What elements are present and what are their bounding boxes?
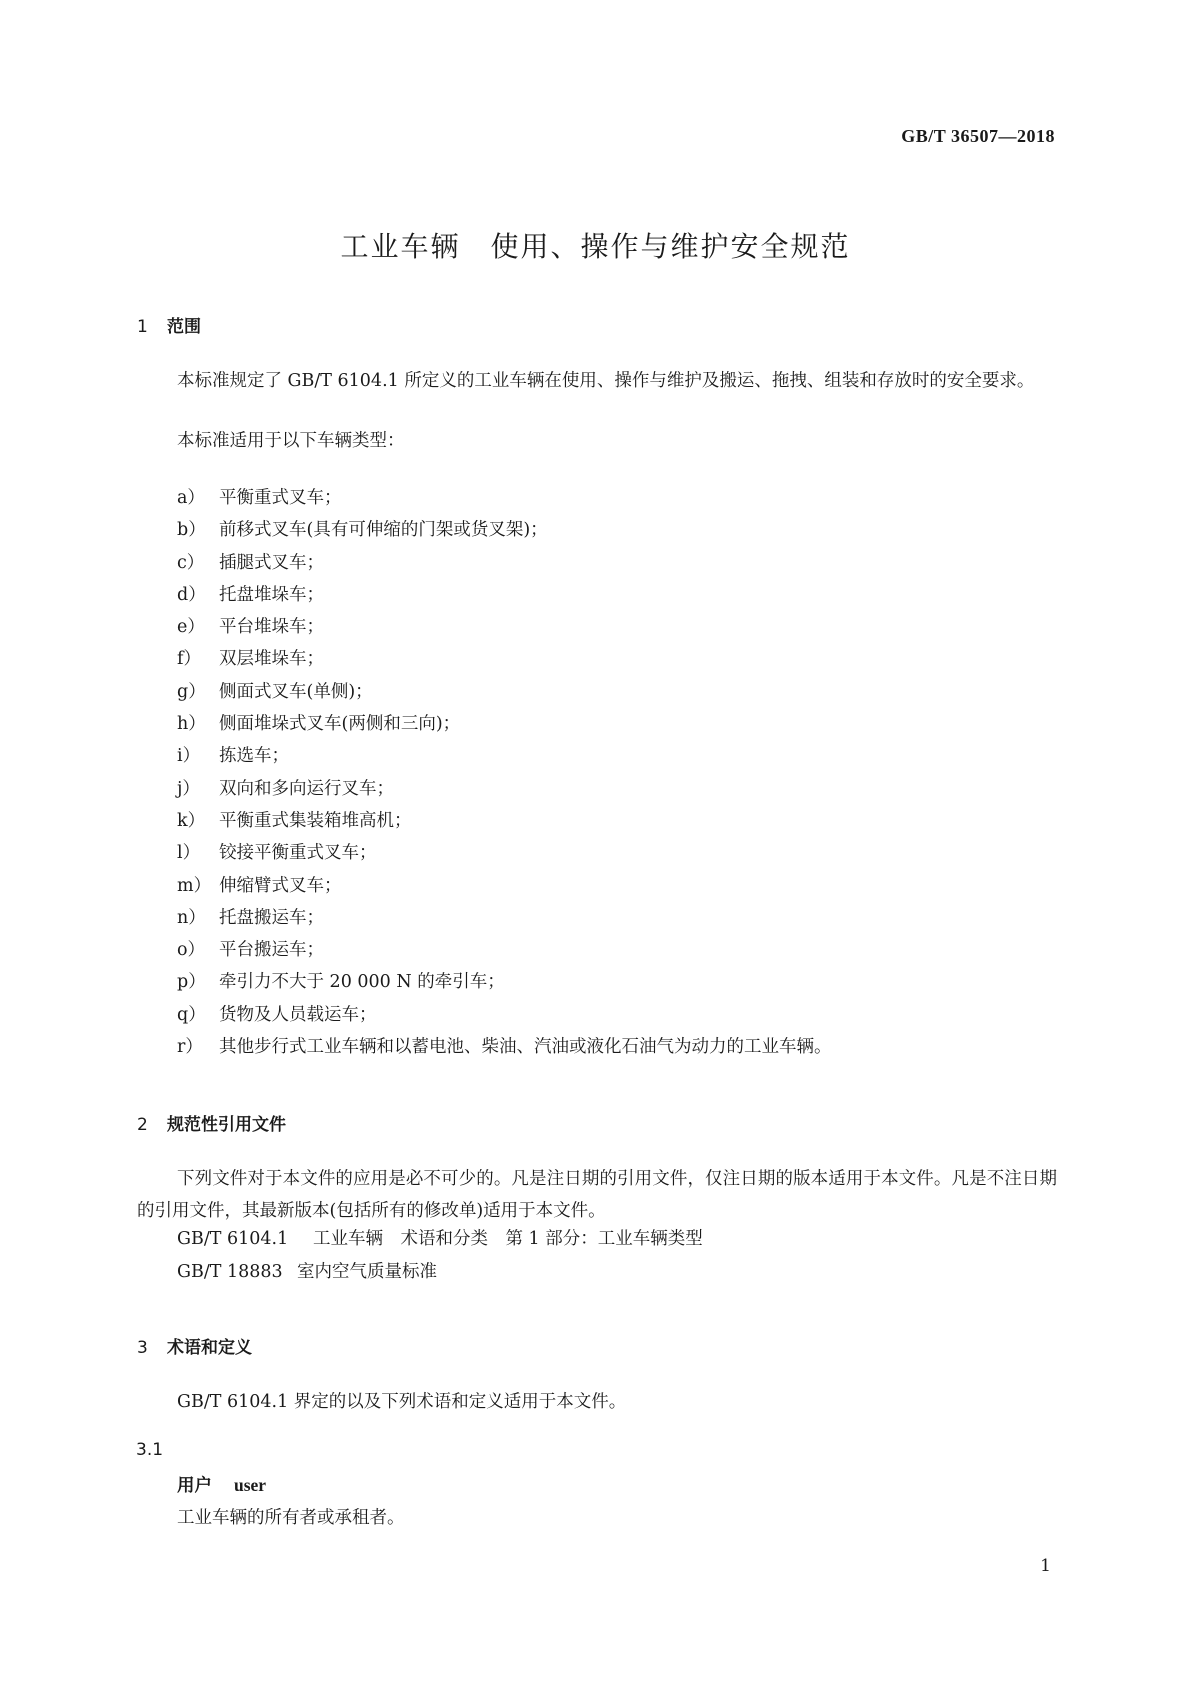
list-marker: b） bbox=[177, 520, 206, 541]
list-item-text: 侧面堆垛式叉车(两侧和三向)； bbox=[219, 714, 461, 735]
list-marker: h） bbox=[177, 714, 206, 735]
section-title: 规范性引用文件 bbox=[167, 1115, 286, 1135]
vehicle-type-list bbox=[177, 482, 832, 1063]
list-marker: n） bbox=[177, 907, 206, 928]
list-item bbox=[177, 805, 832, 837]
list-item bbox=[177, 740, 832, 772]
section-heading-terms-definitions bbox=[137, 1333, 252, 1358]
section-heading-normative-references bbox=[137, 1110, 286, 1135]
list-item-text: 其他步行式工业车辆和以蓄电池、柴油、汽油或液化石油气为动力的工业车辆。 bbox=[219, 1037, 832, 1058]
list-marker: k） bbox=[177, 810, 206, 831]
reference-code: GB/T 18883 bbox=[177, 1262, 283, 1282]
scope-paragraph: 本标准规定了 GB/T 6104.1 所定义的工业车辆在使用、操作与维护及搬运、拖拽、组装和存放时的安全要求。 bbox=[177, 371, 1035, 391]
list-marker: j） bbox=[177, 778, 200, 799]
list-item bbox=[177, 773, 832, 805]
list-item bbox=[177, 870, 832, 902]
list-item-text: 双层堆垛车； bbox=[219, 649, 324, 670]
list-marker: a） bbox=[177, 488, 205, 508]
reference-code: GB/T 6104.1 bbox=[177, 1229, 289, 1249]
section-title: 范围 bbox=[167, 317, 201, 337]
list-item-text: 平台堆垛车； bbox=[219, 617, 324, 638]
reference-entry bbox=[177, 1258, 437, 1283]
list-item bbox=[177, 934, 832, 966]
term-definition: 工业车辆的所有者或承租者。 bbox=[177, 1508, 405, 1528]
list-item bbox=[177, 482, 832, 514]
list-item-text: 双向和多向运行叉车； bbox=[219, 778, 394, 799]
list-marker: o） bbox=[177, 940, 206, 961]
list-item bbox=[177, 837, 832, 869]
list-item bbox=[177, 676, 832, 708]
term-heading bbox=[177, 1472, 266, 1497]
list-item bbox=[177, 966, 832, 998]
term-number: 3.1 bbox=[136, 1440, 164, 1460]
document-title: 工业车辆 使用、操作与维护安全规范 bbox=[340, 230, 851, 263]
list-marker: q） bbox=[177, 1004, 206, 1025]
list-item-text: 平台搬运车； bbox=[219, 940, 324, 961]
list-marker: l） bbox=[177, 843, 201, 864]
terms-intro: GB/T 6104.1 界定的以及下列术语和定义适用于本文件。 bbox=[177, 1392, 627, 1412]
term-chinese: 用户 bbox=[177, 1476, 212, 1496]
list-marker: f） bbox=[177, 649, 201, 670]
term-english: user bbox=[234, 1475, 267, 1495]
list-item bbox=[177, 579, 832, 611]
list-marker: e） bbox=[177, 617, 205, 638]
section-number: 1 bbox=[137, 317, 148, 337]
list-item-text: 前移式叉车(具有可伸缩的门架或货叉架)； bbox=[219, 520, 548, 541]
reference-entry bbox=[177, 1225, 703, 1250]
list-item bbox=[177, 611, 832, 643]
list-item-text: 伸缩臂式叉车； bbox=[219, 875, 342, 896]
list-item-text: 平衡重式集装箱堆高机； bbox=[219, 810, 412, 831]
list-item-text: 牵引力不大于 20 000 N 的牵引车； bbox=[219, 972, 505, 993]
list-item bbox=[177, 1031, 832, 1063]
list-item-text: 铰接平衡重式叉车； bbox=[219, 843, 377, 864]
list-marker: c） bbox=[177, 552, 205, 573]
section-title: 术语和定义 bbox=[167, 1338, 252, 1358]
reference-title: 室内空气质量标准 bbox=[297, 1262, 437, 1282]
list-item-text: 插腿式叉车； bbox=[219, 552, 324, 573]
list-item-text: 拣选车； bbox=[219, 746, 289, 767]
list-marker: d） bbox=[177, 584, 206, 605]
list-item bbox=[177, 643, 832, 675]
list-marker: g） bbox=[177, 681, 206, 702]
list-marker: i） bbox=[177, 746, 201, 767]
section-number: 2 bbox=[137, 1115, 148, 1135]
list-item-text: 侧面式叉车(单侧)； bbox=[219, 681, 373, 702]
list-item bbox=[177, 902, 832, 934]
normative-references-paragraph: 下列文件对于本文件的应用是必不可少的。凡是注日期的引用文件，仅注日期的版本适用于本文件。凡是不注日期的引用文件，其最新版本(包括所有的修改单)适用于本文件。 bbox=[137, 1169, 1057, 1221]
list-marker: m） bbox=[177, 875, 212, 896]
list-item-text: 平衡重式叉车； bbox=[219, 488, 342, 508]
section-number: 3 bbox=[137, 1338, 148, 1358]
list-marker: p） bbox=[177, 972, 206, 993]
list-item bbox=[177, 999, 832, 1031]
section-heading-scope bbox=[137, 312, 201, 337]
list-item bbox=[177, 547, 832, 579]
list-marker: r） bbox=[177, 1037, 203, 1058]
list-item-text: 托盘堆垛车； bbox=[219, 584, 324, 605]
standard-number: GB/T 36507—2018 bbox=[901, 126, 1055, 146]
reference-title: 工业车辆 术语和分类 第 1 部分：工业车辆类型 bbox=[313, 1229, 703, 1249]
list-item-text: 托盘搬运车； bbox=[219, 907, 324, 928]
list-item-text: 货物及人员载运车； bbox=[219, 1004, 377, 1025]
list-item bbox=[177, 514, 832, 546]
scope-applicability: 本标准适用于以下车辆类型： bbox=[177, 431, 405, 451]
page-number: 1 bbox=[1040, 1556, 1051, 1576]
list-item bbox=[177, 708, 832, 740]
